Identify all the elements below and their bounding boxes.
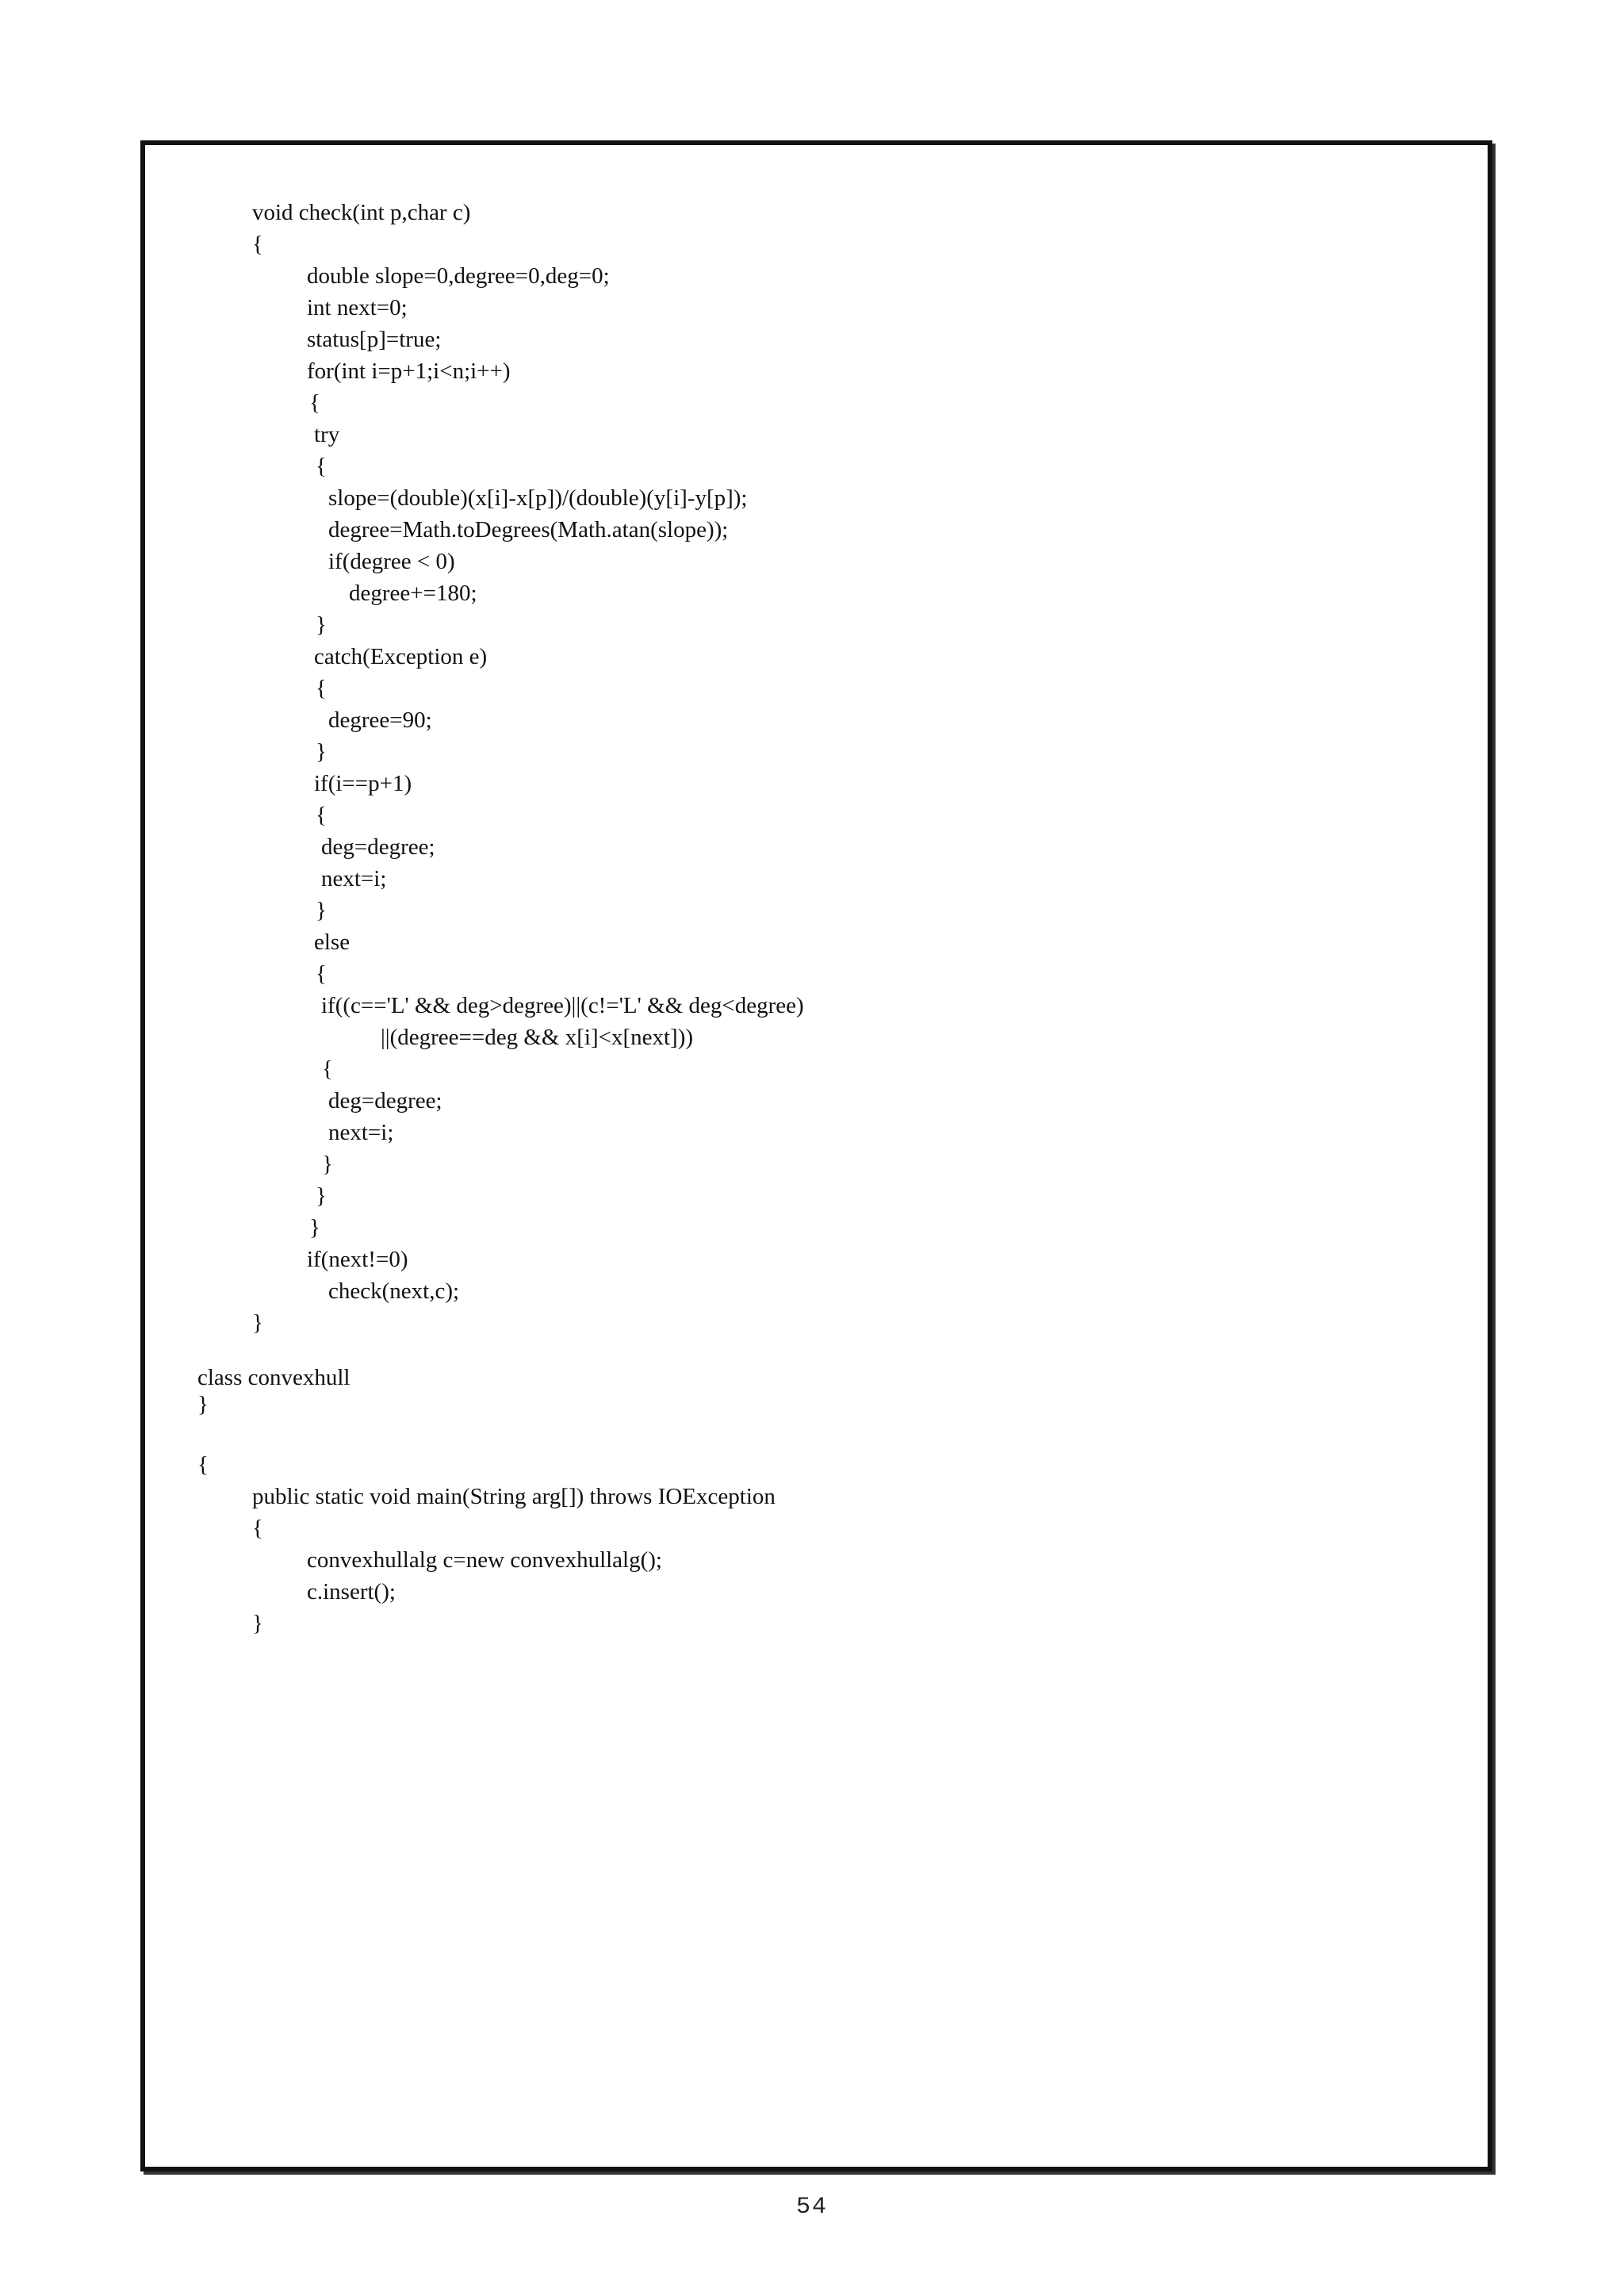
code-line: } [316,739,327,765]
code-line: { [197,1452,209,1478]
code-line: { [252,232,263,257]
code-line: } [316,898,327,923]
page-number: 54 [795,2194,829,2221]
code-line: ||(degree==deg && x[i]<x[next])) [381,1025,694,1050]
code-line: { [316,803,327,828]
code-line: { [316,961,327,987]
code-line: } [316,612,327,638]
code-line: class convexhull [197,1365,350,1390]
code-line: { [316,454,327,479]
code-line: int next=0; [307,295,408,320]
code-line: if((c=='L' && deg>degree)||(c!='L' && deg<degree) [321,993,804,1018]
code-line: { [309,390,320,416]
code-line: { [252,1516,263,1541]
code-line: } [197,1392,209,1417]
code-line: check(next,c); [328,1278,460,1304]
code-line: next=i; [321,866,387,891]
code-line: } [316,1183,327,1209]
code-line: { [322,1056,333,1082]
code-line: if(i==p+1) [314,771,412,796]
code-line: } [309,1215,320,1240]
code-line: void check(int p,char c) [252,200,471,225]
code-line: degree+=180; [349,581,477,606]
code-line: double slope=0,degree=0,deg=0; [307,263,610,289]
code-line: if(next!=0) [307,1247,408,1272]
page-border [140,140,1492,2171]
code-line: catch(Exception e) [314,644,488,669]
code-line: if(degree < 0) [328,549,455,574]
code-line: status[p]=true; [307,327,442,352]
code-line: public static void main(String arg[]) throws IOException [252,1484,776,1509]
code-line: for(int i=p+1;i<n;i++) [307,358,511,384]
code-line: else [314,930,350,955]
code-line: degree=Math.toDegrees(Math.atan(slope)); [328,517,729,542]
code-line: c.insert(); [307,1579,396,1604]
code-line: } [252,1310,263,1336]
code-line: convexhullalg c=new convexhullalg(); [307,1547,662,1573]
code-line: degree=90; [328,707,432,733]
code-line: next=i; [328,1120,394,1145]
code-line: try [314,422,340,447]
code-line: } [252,1611,263,1636]
code-line: { [316,676,327,701]
code-line: deg=degree; [321,834,435,860]
code-line: } [322,1152,333,1177]
code-line: deg=degree; [328,1088,442,1114]
code-line: slope=(double)(x[i]-x[p])/(double)(y[i]-y[p]); [328,485,748,511]
